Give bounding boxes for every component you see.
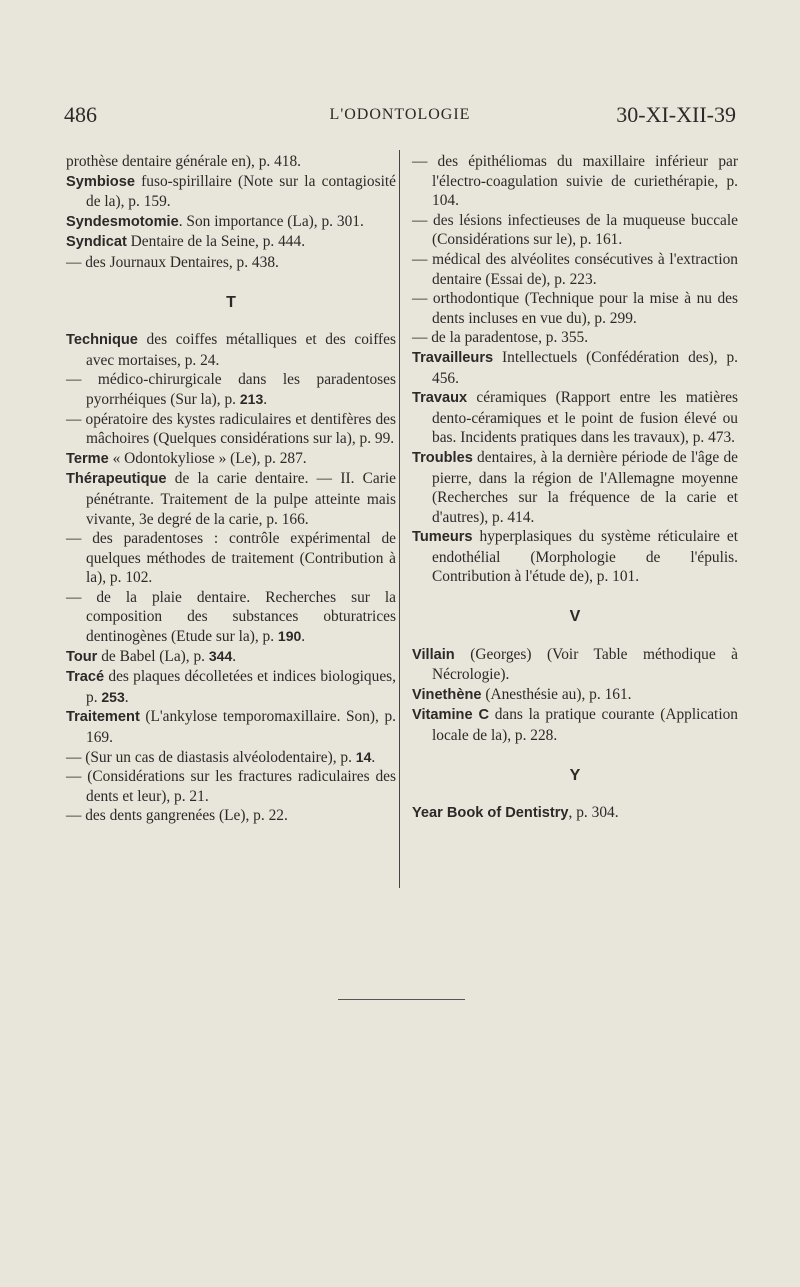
index-entry bbox=[412, 348, 738, 388]
index-entry bbox=[412, 448, 738, 527]
entry-headword: Symbiose bbox=[66, 173, 135, 190]
entry-text: , p. 304. bbox=[568, 804, 619, 822]
entry-page-bold: 190 bbox=[277, 628, 302, 645]
entry-text: — médico-chirurgicale dans les paradentoses pyorrhéiques (Sur la), p. bbox=[66, 371, 396, 408]
index-entry bbox=[412, 685, 738, 706]
index-entry bbox=[66, 529, 396, 588]
index-entry bbox=[66, 253, 396, 273]
entry-page-bold: 344 bbox=[208, 647, 233, 664]
entry-text: (L'ankylose temporomaxillaire. Son), p. 169. bbox=[86, 708, 396, 747]
entry-text: — des paradentoses : contrôle expérimental de quelques méthodes de traitement (Contribution à la), p. 102. bbox=[66, 530, 396, 587]
index-entry bbox=[66, 588, 396, 647]
section-letter: V bbox=[569, 608, 581, 626]
section-letter: Y bbox=[569, 766, 581, 784]
entry-text: de Babel (La), p. bbox=[97, 647, 209, 665]
entry-headword: Syndesmotomie bbox=[66, 213, 179, 230]
entry-headword: Travailleurs bbox=[412, 349, 494, 366]
index-entry bbox=[66, 707, 396, 747]
entry-text: céramiques (Rapport entre les matières dento-céramiques et le point de fusion élevé ou bas. Incidents pratiques dans les travaux), p. 473. bbox=[432, 389, 738, 447]
entry-text: — des lésions infectieuses de la muqueuse buccale (Considérations sur le), p. 161. bbox=[412, 211, 738, 249]
index-entry bbox=[66, 806, 396, 826]
index-entry bbox=[412, 803, 738, 824]
entry-page-bold: 213 bbox=[239, 390, 264, 407]
entry-tail: . bbox=[371, 748, 376, 766]
entry-text: — des dents gangrenées (Le), p. 22. bbox=[66, 807, 288, 825]
running-head bbox=[64, 98, 736, 134]
page-number: 486 bbox=[64, 102, 97, 127]
index-entry bbox=[66, 370, 396, 409]
index-entry bbox=[66, 647, 396, 668]
entry-text: dentaires, à la dernière période de l'âge de pierre, dans la région de l'Allemagne moyenne (Recherches sur la fréquence de la carie et d'autres), p. 414. bbox=[432, 448, 738, 526]
entry-tail: . bbox=[301, 628, 306, 646]
entry-headword: Technique bbox=[66, 332, 138, 349]
entry-text: — (Sur un cas de diastasis alvéolodentaire), p. bbox=[66, 748, 356, 766]
index-entry bbox=[412, 527, 738, 587]
entry-text: Intellectuels (Confédération des), p. 456. bbox=[432, 348, 738, 387]
index-entry bbox=[66, 667, 396, 707]
left-column bbox=[66, 152, 396, 826]
entry-headword: Tracé bbox=[66, 669, 105, 686]
section-letter: T bbox=[226, 293, 236, 311]
entry-text: prothèse dentaire générale en), p. 418. bbox=[66, 153, 302, 170]
entry-text: — des épithéliomas du maxillaire inférieur par l'électro-coagulation suivie de curiethérapie, p. 104. bbox=[412, 153, 738, 210]
entry-headword: Travaux bbox=[412, 390, 468, 407]
entry-text: — de la paradentose, p. 355. bbox=[412, 329, 589, 347]
entry-headword: Thérapeutique bbox=[66, 471, 167, 488]
entry-text: . Son importance (La), p. 301. bbox=[178, 212, 364, 230]
index-entry bbox=[66, 330, 396, 370]
entry-tail: . bbox=[232, 647, 237, 665]
entry-text: — de la plaie dentaire. Recherches sur la composition des substances obturatrices dentinogènes (Etude sur la), p. bbox=[66, 588, 396, 646]
index-entry bbox=[66, 410, 396, 449]
index-entry bbox=[66, 172, 396, 212]
index-entry bbox=[66, 232, 396, 253]
entry-text: — opératoire des kystes radiculaires et dentifères des mâchoires (Quelques considérations sur la), p. 99. bbox=[66, 410, 396, 448]
index-entry bbox=[412, 705, 738, 745]
index-entry bbox=[66, 469, 396, 529]
entry-headword: Tour bbox=[66, 648, 98, 665]
entry-text: des coiffes métalliques et des coiffes avec mortaises, p. 24. bbox=[86, 331, 396, 369]
index-entry bbox=[412, 645, 738, 685]
index-entry bbox=[412, 328, 738, 348]
entry-tail: . bbox=[263, 390, 268, 408]
index-entry bbox=[66, 748, 396, 768]
issue-date: 30-XI-XII-39 bbox=[616, 102, 736, 127]
entry-page-bold: 14 bbox=[355, 748, 372, 765]
right-column bbox=[412, 152, 738, 824]
entry-text: — médical des alvéolites consécutives à l'extraction dentaire (Essai de), p. 223. bbox=[412, 250, 738, 288]
entry-text: — (Considérations sur les fractures radiculaires des dents et leur), p. 21. bbox=[66, 768, 396, 805]
entry-text: de la carie dentaire. — II. Carie pénétrante. Traitement de la pulpe atteinte mais vivante, 3e degré de la carie, p. 166. bbox=[86, 470, 396, 528]
index-entry bbox=[66, 152, 396, 172]
column-divider bbox=[399, 150, 400, 888]
entry-headword: Villain bbox=[412, 646, 455, 663]
entry-headword: Traitement bbox=[66, 709, 140, 726]
index-entry bbox=[412, 289, 738, 328]
index-entry bbox=[412, 388, 738, 448]
entry-headword: Syndicat bbox=[66, 234, 127, 251]
footer-rule bbox=[338, 999, 465, 1000]
entry-tail: . bbox=[124, 688, 129, 706]
entry-text: Dentaire de la Seine, p. 444. bbox=[126, 233, 306, 251]
index-entry bbox=[66, 212, 396, 233]
journal-title: L'ODONTOLOGIE bbox=[329, 106, 471, 123]
entry-text: « Odontokyliose » (Le), p. 287. bbox=[108, 449, 307, 467]
index-entry bbox=[66, 449, 396, 470]
entry-text: (Anesthésie au), p. 161. bbox=[481, 685, 632, 703]
entry-text: des plaques décolletées et indices biologiques, p. bbox=[86, 668, 396, 706]
entry-page-bold: 253 bbox=[101, 688, 125, 705]
entry-text: dans la pratique courante (Application locale de la), p. 228. bbox=[432, 706, 738, 745]
entry-headword: Terme bbox=[66, 450, 109, 467]
index-entry bbox=[66, 767, 396, 806]
entry-headword: Vinethène bbox=[412, 686, 482, 703]
entry-headword: Year Book of Dentistry bbox=[412, 805, 569, 822]
index-entry bbox=[412, 152, 738, 211]
entry-text: — des Journaux Dentaires, p. 438. bbox=[66, 253, 279, 271]
entry-headword: Vitamine C bbox=[412, 707, 490, 724]
index-entry bbox=[412, 211, 738, 250]
entry-text: fuso-spirillaire (Note sur la contagiosité de la), p. 159. bbox=[86, 172, 396, 211]
entry-headword: Tumeurs bbox=[412, 529, 473, 546]
entry-headword: Troubles bbox=[412, 449, 473, 466]
entry-text: — orthodontique (Technique pour la mise à nu des dents incluses en vue du), p. 299. bbox=[412, 290, 738, 327]
entry-text: hyperplasiques du système réticulaire et endothélial (Morphologie de l'épulis. Contribution à l'étude de), p. 101. bbox=[432, 528, 738, 586]
entry-text: (Georges) (Voir Table méthodique à Nécrologie). bbox=[432, 645, 738, 684]
index-entry bbox=[412, 250, 738, 289]
